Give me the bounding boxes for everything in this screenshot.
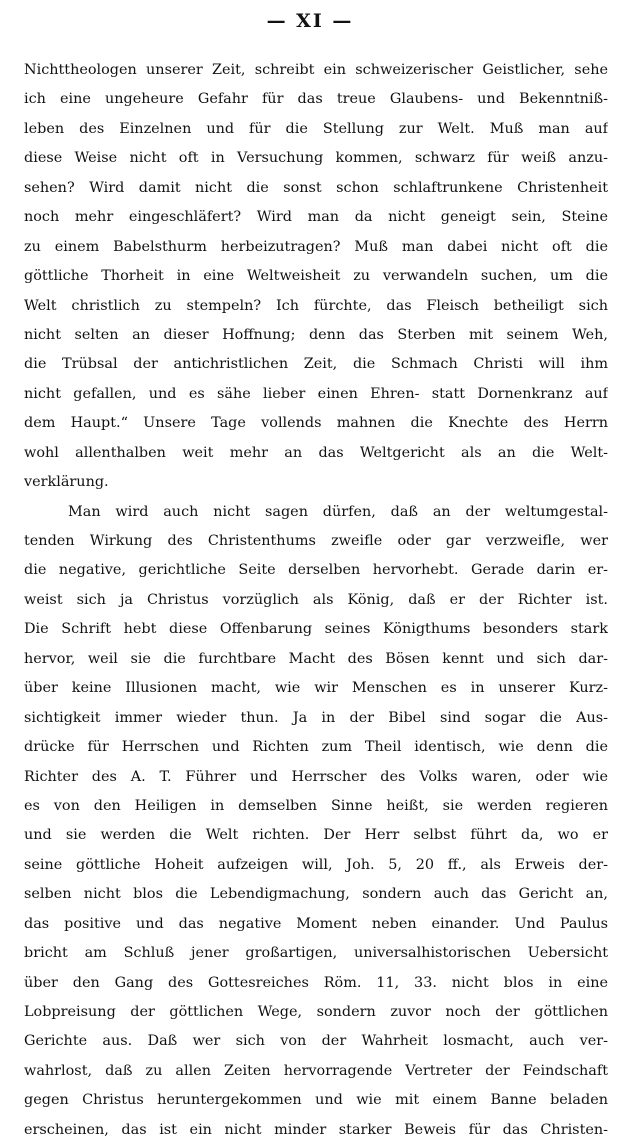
- text-line: es von den Heiligen in demselben Sinne heißt, sie werden regieren: [24, 797, 608, 814]
- text-line: gegen Christus heruntergekommen und wie mit einem Banne beladen: [24, 1092, 608, 1109]
- paragraph-1: [24, 56, 608, 498]
- text-line: zu einem Babelsthurm herbeizutragen? Muß man dabei nicht oft die: [24, 238, 608, 255]
- text-line: dem Haupt.“ Unsere Tage vollends mahnen die Knechte des Herrn: [24, 415, 608, 432]
- body-text: [24, 56, 608, 1145]
- text-line: erscheinen, das ist ein nicht minder starker Beweis für das Christen-: [24, 1121, 608, 1138]
- text-line: nicht gefallen, und es sähe lieber einen Ehren- statt Dornenkranz auf: [24, 385, 608, 402]
- text-line: leben des Einzelnen und für die Stellung zur Welt. Muß man auf: [24, 120, 608, 137]
- text-line: die Trübsal der antichristlichen Zeit, die Schmach Christi will ihm: [24, 356, 608, 373]
- text-line: göttliche Thorheit in eine Weltweisheit zu verwandeln suchen, um die: [24, 268, 608, 285]
- paragraph-2: [24, 498, 608, 1145]
- text-line: bricht am Schluß jener großartigen, universalhistorischen Uebersicht: [24, 945, 608, 962]
- text-line: ich eine ungeheure Gefahr für das treue Glaubens- und Bekenntniß-: [24, 91, 608, 108]
- text-line: die negative, gerichtliche Seite derselben hervorhebt. Gerade darin er-: [24, 562, 608, 579]
- text-line: wohl allenthalben weit mehr an das Weltgericht als an die Welt-: [24, 444, 608, 461]
- text-line: Die Schrift hebt diese Offenbarung seines Königthums besonders stark: [24, 621, 608, 638]
- text-line: noch mehr eingeschläfert? Wird man da nicht geneigt sein, Steine: [24, 209, 608, 226]
- text-line: das positive und das negative Moment neben einander. Und Paulus: [24, 915, 608, 932]
- text-line: sichtigkeit immer wieder thun. Ja in der Bibel sind sogar die Aus-: [24, 709, 608, 726]
- text-line: und sie werden die Welt richten. Der Herr selbst führt da, wo er: [24, 827, 608, 844]
- text-line: verklärung.: [24, 474, 109, 491]
- text-line: Nichttheologen unserer Zeit, schreibt ein schweizerischer Geistlicher, sehe: [24, 62, 608, 78]
- text-line: weist sich ja Christus vorzüglich als König, daß er der Richter ist.: [24, 591, 608, 608]
- page-number: — XI —: [266, 10, 354, 32]
- text-line: hervor, weil sie die furchtbare Macht des Bösen kennt und sich dar-: [24, 650, 608, 667]
- text-line: sehen? Wird damit nicht die sonst schon schlaftrunkene Christenheit: [24, 179, 608, 196]
- text-line: wahrlost, daß zu allen Zeiten hervorragende Vertreter der Feindschaft: [24, 1062, 608, 1079]
- text-line: Richter des A. T. Führer und Herrscher des Volks waren, oder wie: [24, 768, 608, 785]
- text-line: Gerichte aus. Daß wer sich von der Wahrheit losmacht, auch ver-: [24, 1033, 608, 1050]
- text-line: Man wird auch nicht sagen dürfen, daß an der weltumgestal-: [68, 503, 608, 520]
- text-line: drücke für Herrschen und Richten zum Theil identisch, wie denn die: [24, 739, 608, 756]
- text-line: nicht selten an dieser Hoffnung; denn das Sterben mit seinem Weh,: [24, 326, 608, 343]
- text-line: selben nicht blos die Lebendigmachung, sondern auch das Gericht an,: [24, 886, 608, 903]
- text-line: tenden Wirkung des Christenthums zweifle oder gar verzweifle, wer: [24, 533, 608, 549]
- text-line: über den Gang des Gottesreiches Röm. 11, 33. nicht blos in eine: [24, 974, 608, 991]
- text-line: diese Weise nicht oft in Versuchung kommen, schwarz für weiß anzu-: [24, 150, 608, 167]
- text-line: Lobpreisung der göttlichen Wege, sondern zuvor noch der göttlichen: [24, 1004, 608, 1020]
- text-line: seine göttliche Hoheit aufzeigen will, Joh. 5, 20 ff., als Erweis der-: [24, 856, 608, 873]
- text-line: über keine Illusionen macht, wie wir Menschen es in unserer Kurz-: [24, 680, 608, 697]
- text-line: Welt christlich zu stempeln? Ich fürchte, das Fleisch betheiligt sich: [24, 297, 608, 314]
